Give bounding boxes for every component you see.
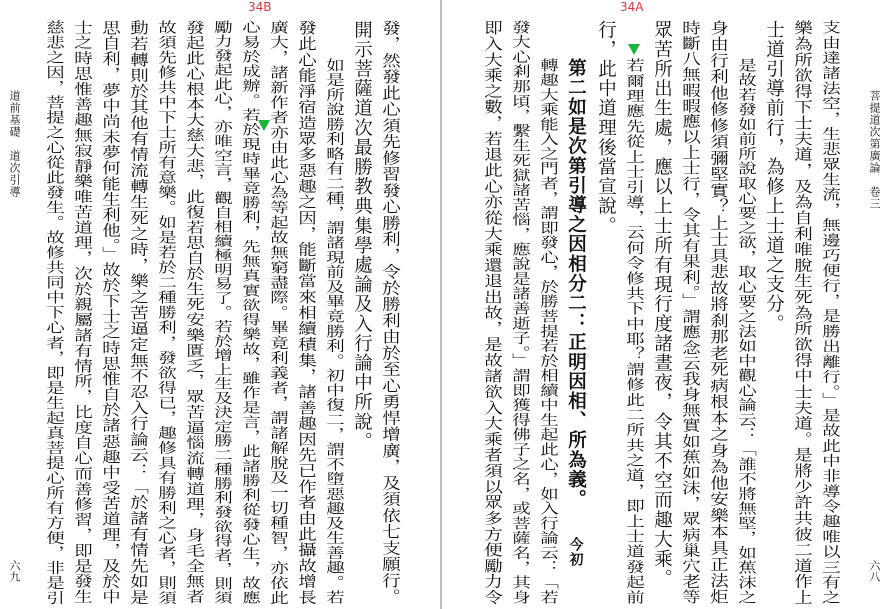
left-column-11: 思自利，夢中尚未夢何能生利他。」故於下士之時思惟自於諸惡趣中受苦道理，及於中 xyxy=(99,20,121,605)
bookmark-marker-icon xyxy=(258,120,270,131)
left-page xyxy=(0,0,440,609)
right-running-head: 菩提道次第廣論 卷三 xyxy=(868,90,881,210)
left-running-head: 道前基礎 道次引導 xyxy=(8,90,21,198)
right-column-5: 身由行利他修修須彌堅實？上士具悲故將刹那老死病根本之身為他安樂本具正法炬 xyxy=(707,20,729,605)
section-heading xyxy=(566,58,585,567)
right-column-10: 轉趣大乘能入之門者，謂即發心，於勝菩提若於相續中生起此心，如入行論云：「若 xyxy=(537,58,559,605)
right-column-6: 時斷八無暇暇應以上士行，令其有果利。」謂應念云我身無實如蕉如沫，眾病巢穴老等 xyxy=(679,20,701,605)
left-column-4: 發此心能淨宿造眾多惡趣之因，能斷當來相續積集，諸善趣因先已作者由此攝故增長 xyxy=(295,20,317,606)
right-column-1: 支由達諸法空，生悲眾生流，無邊巧便行，是勝出離行。」是故此中非導令趣唯以三有之 xyxy=(819,20,841,606)
right-column-7: 眾苦所出生處，應以上士所有現行度諸晝夜，令其不空而趣大乘。 xyxy=(651,20,673,589)
left-column-6: 心易於成辦。若於現時畢竟勝利，先無真實欲得樂故，雖作是言，此諸勝利從發心生，故應 xyxy=(239,20,261,605)
section-heading-note: 今初 xyxy=(567,536,584,568)
right-column-4: 是故若發如前所說取心要之欲，取心要之法如中觀心論云：「誰不將無堅，如蕉沫之 xyxy=(735,58,757,605)
right-column-3: 士道引導前行，為修上士道之支分。 xyxy=(763,20,785,334)
left-column-10: 動若轉則於其他有情流轉生死之時，樂之苦逼定無不忍入行論云：「於諸有情先如是 xyxy=(127,20,149,606)
left-column-13: 慈悲之因，菩提之心從此發生。故修共同中下心者，即是生起真菩提心所有方便，非是引 xyxy=(43,20,65,606)
left-column-7: 勵力發起此心，亦唯空言，觀自相續極明易了。若於增上生及決定勝二種勝利發欲得者，則須 xyxy=(211,20,233,606)
right-column-9: 行，此中道理後當宣說。 xyxy=(595,20,617,236)
right-page xyxy=(442,0,885,609)
right-page-label: 34A xyxy=(620,0,644,14)
left-column-1: 發，然發此心須先修習發心勝利，令於勝利由於至心勇悍增廣，及須依七支願行。 xyxy=(379,20,401,605)
left-folio: 六九 xyxy=(8,560,21,582)
right-folio: 六八 xyxy=(868,560,881,582)
right-column-8: 若爾理應先從上士引導，云何令修共下中耶？謂修此二所共之道，即上士道發起前 xyxy=(623,58,645,605)
bookmark-marker-icon xyxy=(628,44,640,55)
left-column-9: 故須先修共中下士所有意樂。如是若於二種勝利，發欲得已，趣修具有勝利之心者，則須 xyxy=(155,20,177,606)
left-column-8: 發起此心根本大慈大悲，此復若思自於生死安樂匱乏，眾苦逼惱流轉道理，身毛全無者 xyxy=(183,20,205,605)
left-page-label: 34B xyxy=(248,0,272,14)
left-column-12: 士之時思惟善趣無寂靜樂唯苦道理，次於親屬諸有情所，比度自心而善修習，即是發生 xyxy=(71,20,93,605)
left-column-2: 開示菩薩道次最勝教典集學處論及入行論中所說。 xyxy=(351,20,373,452)
left-column-5: 廣大，諸新作者亦由此心為等起故無窮盡際。畢竟利義者，謂諸解脫及一切種智，亦依此 xyxy=(267,20,289,606)
right-column-11: 發大心剎那頃，繫生死獄諸苦惱，應說是諸善逝子。」謂即獲得佛子之名，或菩薩名，其身 xyxy=(509,20,531,605)
right-column-12: 即入大乘之數，若退此心亦從大乘還退出故，是故諸欲入大乘者須以眾多方便勵力令 xyxy=(481,20,503,606)
right-column-2: 樂為所欲得下士夫道，及為自利唯脫生死為所欲得中士夫道。是將少許共彼二道作上 xyxy=(791,20,813,606)
left-column-3: 如是所說勝利略有二種，謂諸現前及畢竟勝利。初中復二，謂不墮惡趣及生善趣。若 xyxy=(323,58,345,605)
section-heading-text: 第二如是次第引導之因相分二：正明因相、所為義。 xyxy=(565,58,587,509)
